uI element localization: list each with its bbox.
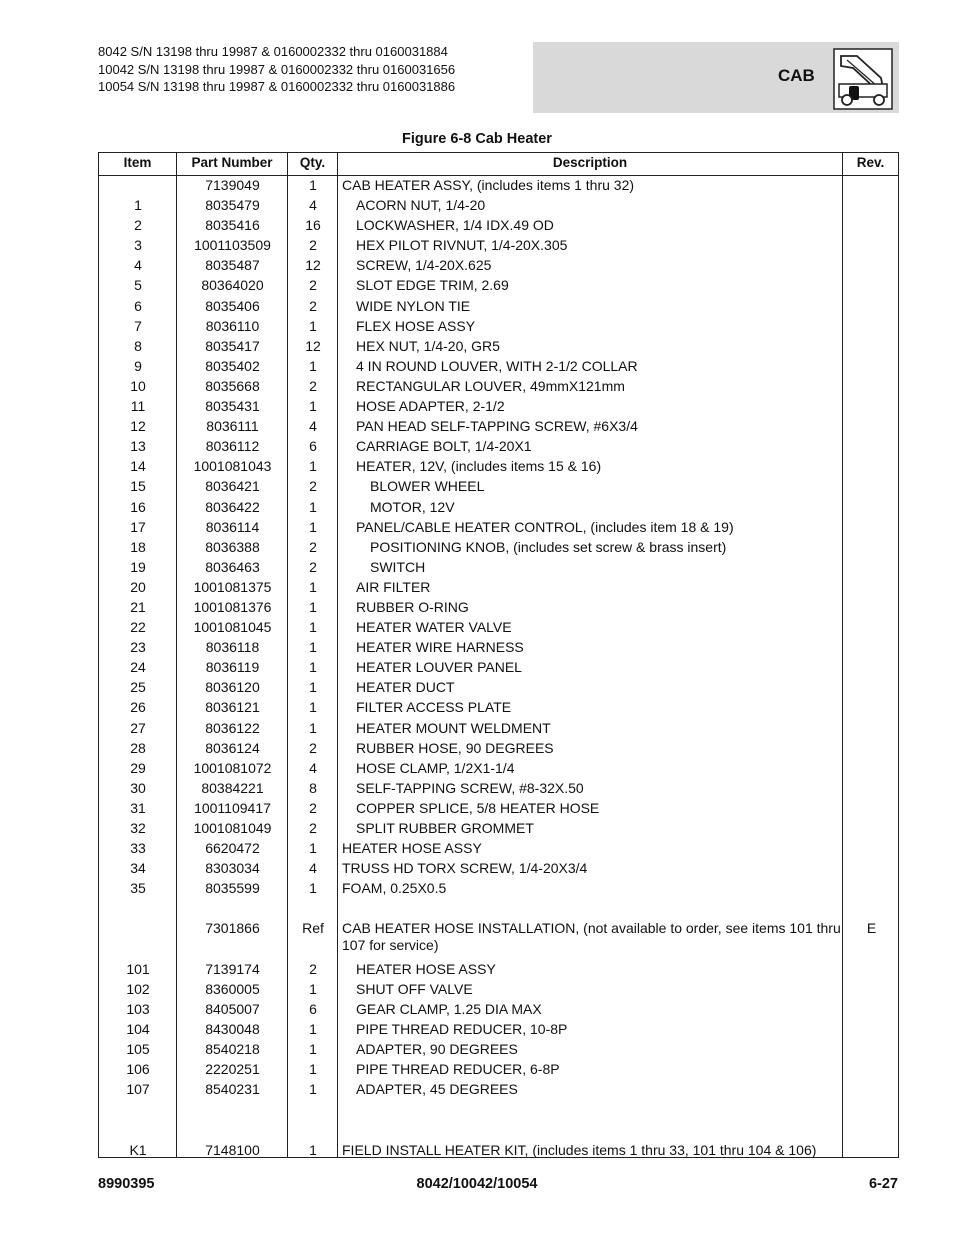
description-cell: LOCKWASHER, 1/4 IDX.49 OD <box>356 217 554 234</box>
qty-cell: 1 <box>309 518 317 535</box>
qty-cell: 1 <box>309 578 317 595</box>
qty-cell: 12 <box>305 337 321 354</box>
qty-cell: 16 <box>305 217 321 234</box>
description-cell: HEX PILOT RIVNUT, 1/4-20X.305 <box>356 237 568 254</box>
table-row <box>99 257 898 277</box>
blank-row <box>99 1121 898 1141</box>
blank-row <box>99 1101 898 1121</box>
description-cell: CARRIAGE BOLT, 1/4-20X1 <box>356 438 532 455</box>
part-number-cell: 8035416 <box>205 217 260 234</box>
header-rev: Rev. <box>856 155 885 170</box>
item-cell: 27 <box>130 719 146 736</box>
description-cell: GEAR CLAMP, 1.25 DIA MAX <box>356 1000 542 1017</box>
qty-cell: 1 <box>309 659 317 676</box>
description-cell: SLOT EDGE TRIM, 2.69 <box>356 277 509 294</box>
item-cell: 10 <box>130 377 146 394</box>
part-number-cell: 1001081376 <box>193 598 272 615</box>
qty-cell: 1 <box>309 398 317 415</box>
item-cell: 23 <box>130 639 146 656</box>
model-serial-list <box>98 43 455 96</box>
qty-cell: 2 <box>309 558 317 575</box>
item-cell: 28 <box>130 739 146 756</box>
item-cell: 32 <box>130 820 146 836</box>
description-cell: RUBBER HOSE, 90 DEGREES <box>356 739 554 756</box>
description-cell: PIPE THREAD REDUCER, 6-8P <box>356 1061 560 1078</box>
part-number-cell: 8303034 <box>205 860 260 877</box>
part-number-cell: 7139174 <box>205 960 260 977</box>
part-number-cell: 8035668 <box>205 377 260 394</box>
header-divider <box>99 175 898 176</box>
item-cell: 104 <box>126 1020 150 1037</box>
part-number-cell: 8036112 <box>205 438 260 455</box>
qty-cell: 8 <box>309 779 317 796</box>
table-row <box>99 418 898 438</box>
description-cell: HEATER LOUVER PANEL <box>356 659 522 676</box>
qty-cell: 2 <box>309 237 317 254</box>
description-cell: FOAM, 0.25X0.5 <box>342 880 447 897</box>
table-row <box>99 679 898 699</box>
part-number-cell: 8036118 <box>205 639 260 656</box>
qty-cell: 1 <box>309 719 317 736</box>
part-number-cell: 8405007 <box>205 1000 260 1017</box>
description-cell: ADAPTER, 90 DEGREES <box>356 1041 518 1058</box>
part-number-cell: 8036114 <box>205 518 260 535</box>
item-cell: 19 <box>130 558 146 575</box>
item-cell: 103 <box>126 1000 150 1017</box>
description-cell: SPLIT RUBBER GROMMET <box>356 820 534 836</box>
item-cell: 31 <box>130 799 146 816</box>
description-cell: RECTANGULAR LOUVER, 49mmX121mm <box>356 377 625 394</box>
part-number-cell: 8036120 <box>205 679 260 696</box>
parts-table <box>98 152 899 1158</box>
table-row <box>99 579 898 599</box>
description-cell: HEATER HOSE ASSY <box>356 960 496 977</box>
description-cell: HEATER WIRE HARNESS <box>356 639 524 656</box>
item-cell: 9 <box>134 357 142 374</box>
table-body <box>99 177 898 1162</box>
table-row <box>99 197 898 217</box>
description-cell: CAB HEATER HOSE INSTALLATION, (not available to order, see items 101 thru 107 for service) <box>342 920 841 953</box>
table-row <box>99 519 898 539</box>
description-cell: TRUSS HD TORX SCREW, 1/4-20X3/4 <box>342 860 588 877</box>
item-cell: 105 <box>126 1041 150 1058</box>
table-row <box>99 860 898 880</box>
qty-cell: 1 <box>309 679 317 696</box>
part-number-cell: 8036110 <box>205 317 260 334</box>
figure-title: Figure 6-8 Cab Heater <box>402 131 552 147</box>
qty-cell: 1 <box>309 1141 317 1158</box>
table-row <box>99 820 898 840</box>
description-cell: SELF-TAPPING SCREW, #8-32X.50 <box>356 779 584 796</box>
table-row <box>99 458 898 478</box>
part-number-cell: 1001081043 <box>193 458 272 475</box>
part-number-cell: 8035599 <box>205 880 260 897</box>
qty-cell: 1 <box>309 317 317 334</box>
table-row <box>99 177 898 197</box>
part-number-cell: 7148100 <box>205 1141 260 1158</box>
table-row <box>99 499 898 519</box>
footer-model-numbers: 8042/10042/10054 <box>416 1176 538 1192</box>
part-number-cell: 1001109417 <box>194 799 271 816</box>
part-number-cell: 1001081072 <box>193 759 272 776</box>
item-cell: 14 <box>130 458 146 475</box>
qty-cell: 1 <box>309 1041 317 1058</box>
part-number-cell: 8540231 <box>205 1081 260 1098</box>
qty-cell: 1 <box>309 458 317 475</box>
description-cell: FILTER ACCESS PLATE <box>356 699 512 716</box>
table-row <box>99 1142 898 1162</box>
description-cell: HEX NUT, 1/4-20, GR5 <box>356 337 500 354</box>
footer-document-number: 8990395 <box>98 1176 155 1192</box>
item-cell: 4 <box>134 257 142 274</box>
table-row <box>99 840 898 860</box>
table-row <box>99 780 898 800</box>
part-number-cell: 2220251 <box>205 1061 260 1078</box>
qty-cell: 1 <box>309 498 317 515</box>
part-number-cell: 8035417 <box>205 337 260 354</box>
table-row <box>99 619 898 639</box>
table-row <box>99 237 898 257</box>
qty-cell: 1 <box>309 357 317 374</box>
table-row <box>99 358 898 378</box>
qty-cell: 4 <box>309 759 317 776</box>
table-row <box>99 318 898 338</box>
item-cell: 101 <box>126 960 150 977</box>
part-number-cell: 8036122 <box>205 719 260 736</box>
table-row <box>99 338 898 358</box>
item-cell: 25 <box>130 679 146 696</box>
qty-cell: 1 <box>309 880 317 897</box>
part-number-cell: 8036124 <box>205 739 260 756</box>
item-cell: 29 <box>130 759 146 776</box>
description-cell: COPPER SPLICE, 5/8 HEATER HOSE <box>356 799 600 816</box>
qty-cell: 2 <box>309 277 317 294</box>
qty-cell: 1 <box>309 598 317 615</box>
description-cell: WIDE NYLON TIE <box>356 297 471 314</box>
table-row <box>99 599 898 619</box>
description-cell: HOSE CLAMP, 1/2X1-1/4 <box>356 759 515 776</box>
part-number-cell: 8036388 <box>205 538 260 555</box>
part-number-cell: 8035431 <box>205 398 260 415</box>
part-number-cell: 7139049 <box>205 177 260 193</box>
description-cell: MOTOR, 12V <box>370 498 455 515</box>
item-cell: 12 <box>130 418 146 435</box>
table-row <box>99 478 898 498</box>
description-cell: PANEL/CABLE HEATER CONTROL, (includes item 18 & 19) <box>356 518 734 535</box>
item-cell: 1 <box>134 197 142 214</box>
item-cell: 26 <box>130 699 146 716</box>
item-cell: 35 <box>130 880 146 897</box>
qty-cell: 4 <box>309 860 317 877</box>
footer-page-number: 6-27 <box>868 1176 898 1192</box>
description-cell: HEATER, 12V, (includes items 15 & 16) <box>356 458 602 475</box>
item-cell: 102 <box>126 980 150 997</box>
qty-cell: 2 <box>309 739 317 756</box>
description-cell: CAB HEATER ASSY, (includes items 1 thru 32) <box>342 177 635 193</box>
item-cell: 34 <box>130 860 146 877</box>
qty-cell: 4 <box>309 418 317 435</box>
part-number-cell: 1001103509 <box>194 237 271 254</box>
part-number-cell: 8035479 <box>205 197 260 214</box>
header-item: Item <box>123 155 152 170</box>
part-number-cell: 1001081375 <box>193 578 272 595</box>
part-number-cell: 80384221 <box>201 779 264 796</box>
model-line: 10054 S/N 13198 thru 19987 & 0160002332 thru 0160031886 <box>98 79 456 94</box>
telehandler-icon <box>833 48 893 110</box>
part-number-cell: 7301866 <box>205 920 260 937</box>
part-number-cell: 6620472 <box>205 840 260 857</box>
description-cell: HEATER WATER VALVE <box>356 619 512 636</box>
table-row <box>99 961 898 981</box>
part-number-cell: 8035487 <box>205 257 260 274</box>
item-cell: 6 <box>134 297 142 314</box>
table-row <box>99 217 898 237</box>
qty-cell: 1 <box>309 699 317 716</box>
qty-cell: 2 <box>309 377 317 394</box>
item-cell: 13 <box>130 438 146 455</box>
description-cell: AIR FILTER <box>356 578 431 595</box>
section-label: CAB <box>778 66 815 85</box>
qty-cell: 1 <box>309 980 317 997</box>
qty-cell: 1 <box>309 639 317 656</box>
table-row <box>99 740 898 760</box>
table-row <box>99 760 898 780</box>
table-row <box>99 720 898 740</box>
table-row <box>99 277 898 297</box>
model-line: 8042 S/N 13198 thru 19987 & 0160002332 thru 0160031884 <box>98 44 448 59</box>
description-cell: FIELD INSTALL HEATER KIT, (includes items 1 thru 33, 101 thru 104 & 106) <box>342 1141 817 1158</box>
qty-cell: 1 <box>309 619 317 636</box>
table-row <box>99 539 898 559</box>
item-cell: 2 <box>134 217 142 234</box>
description-cell: ACORN NUT, 1/4-20 <box>356 197 486 214</box>
table-row <box>99 398 898 418</box>
qty-cell: 2 <box>309 820 317 836</box>
blank-row <box>99 900 898 920</box>
part-number-cell: 8036111 <box>206 418 259 435</box>
qty-cell: 2 <box>309 538 317 555</box>
qty-cell: 2 <box>309 960 317 977</box>
table-row <box>99 1041 898 1061</box>
table-row <box>99 920 898 960</box>
part-number-cell: 8036422 <box>205 498 260 515</box>
part-number-cell: 8036421 <box>205 478 260 495</box>
part-number-cell: 8540218 <box>205 1041 260 1058</box>
description-cell: HOSE ADAPTER, 2-1/2 <box>356 398 505 415</box>
table-row <box>99 1001 898 1021</box>
table-row <box>99 981 898 1001</box>
qty-cell: 1 <box>309 1020 317 1037</box>
model-line: 10042 S/N 13198 thru 19987 & 0160002332 thru 0160031656 <box>98 61 456 77</box>
header-qty: Qty. <box>299 155 326 170</box>
part-number-cell: 8036121 <box>205 699 260 716</box>
qty-cell: Ref <box>302 920 324 937</box>
table-row <box>99 1081 898 1101</box>
item-cell: 3 <box>134 237 142 254</box>
item-cell: 33 <box>130 840 146 857</box>
description-cell: RUBBER O-RING <box>356 598 469 615</box>
part-number-cell: 8036119 <box>205 659 260 676</box>
table-row <box>99 298 898 318</box>
item-cell: 17 <box>130 518 146 535</box>
qty-cell: 4 <box>309 197 317 214</box>
description-cell: POSITIONING KNOB, (includes set screw & brass insert) <box>370 538 727 555</box>
table-row <box>99 559 898 579</box>
rev-cell: E <box>866 920 877 937</box>
qty-cell: 6 <box>309 1000 317 1017</box>
table-row <box>99 438 898 458</box>
table-row <box>99 378 898 398</box>
qty-cell: 1 <box>309 1081 317 1098</box>
part-number-cell: 8035406 <box>205 297 260 314</box>
description-cell: SCREW, 1/4-20X.625 <box>356 257 492 274</box>
description-cell: PIPE THREAD REDUCER, 10-8P <box>356 1020 568 1037</box>
item-cell: 30 <box>130 779 146 796</box>
item-cell: 21 <box>130 598 146 615</box>
table-row <box>99 880 898 900</box>
table-row <box>99 800 898 820</box>
qty-cell: 12 <box>305 257 321 274</box>
table-row <box>99 1021 898 1041</box>
item-cell: 15 <box>130 478 146 495</box>
item-cell: 20 <box>130 578 146 595</box>
header-part-number: Part Number <box>191 155 273 170</box>
item-cell: 18 <box>130 538 146 555</box>
description-cell: HEATER MOUNT WELDMENT <box>356 719 551 736</box>
table-row <box>99 1061 898 1081</box>
description-cell: SWITCH <box>370 558 426 575</box>
description-cell: SHUT OFF VALVE <box>356 980 473 997</box>
qty-cell: 2 <box>309 297 317 314</box>
item-cell: 16 <box>130 498 146 515</box>
qty-cell: 2 <box>309 478 317 495</box>
table-row <box>99 639 898 659</box>
item-cell: 7 <box>134 317 142 334</box>
description-cell: 4 IN ROUND LOUVER, WITH 2-1/2 COLLAR <box>356 357 638 374</box>
qty-cell: 6 <box>309 438 317 455</box>
item-cell: 24 <box>130 659 146 676</box>
description-cell: PAN HEAD SELF-TAPPING SCREW, #6X3/4 <box>356 418 638 435</box>
part-number-cell: 80364020 <box>201 277 264 294</box>
header-description: Description <box>552 155 628 170</box>
table-row <box>99 699 898 719</box>
description-cell: FLEX HOSE ASSY <box>356 317 476 334</box>
part-number-cell: 1001081049 <box>193 820 272 836</box>
part-number-cell: 8360005 <box>205 980 260 997</box>
description-cell: BLOWER WHEEL <box>370 478 485 495</box>
description-cell: HEATER HOSE ASSY <box>342 840 482 857</box>
item-cell: 11 <box>130 398 146 415</box>
description-cell: HEATER DUCT <box>356 679 455 696</box>
part-number-cell: 1001081045 <box>193 619 272 636</box>
qty-cell: 1 <box>309 840 317 857</box>
item-cell: 106 <box>126 1061 150 1078</box>
part-number-cell: 8035402 <box>205 357 260 374</box>
description-cell: ADAPTER, 45 DEGREES <box>356 1081 518 1098</box>
item-cell: 5 <box>134 277 142 294</box>
section-tab <box>533 42 899 113</box>
qty-cell: 2 <box>309 799 317 816</box>
qty-cell: 1 <box>309 1061 317 1078</box>
item-cell: 8 <box>134 337 142 354</box>
item-cell: 22 <box>130 619 146 636</box>
item-cell: 107 <box>126 1081 150 1098</box>
part-number-cell: 8430048 <box>205 1020 260 1037</box>
item-cell: K1 <box>129 1141 147 1158</box>
part-number-cell: 8036463 <box>205 558 260 575</box>
qty-cell: 1 <box>309 177 317 193</box>
table-row <box>99 659 898 679</box>
